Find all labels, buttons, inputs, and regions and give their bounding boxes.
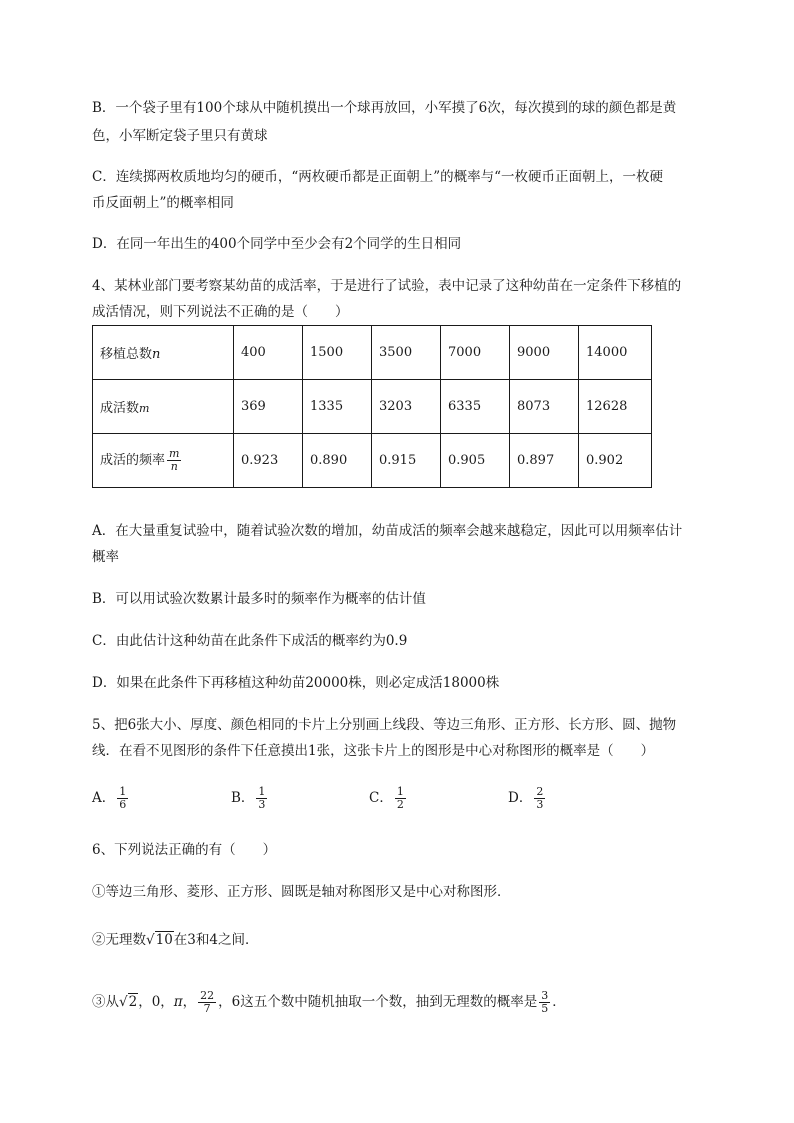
table-cell: 9000 [510,326,579,380]
table-cell: 369 [234,380,303,434]
table-cell: 14000 [579,326,652,380]
q3-option-d: D．在同一年出生的400个同学中至少会有2个同学的生日相同 [92,236,462,252]
table-row-label: 移植总数n [93,326,234,380]
q5-stem-line1: 5、把6张大小、厚度、颜色相同的卡片上分别画上线段、等边三角形、正方形、长方形、圆、抛物 [92,717,677,733]
q4-stem-line1: 4、某林业部门要考察某幼苗的成活率，于是进行了试验，表中记录了这种幼苗在一定条件下移植的 [92,278,682,294]
table-cell: 3203 [372,380,441,434]
q6-statement-1: ①等边三角形、菱形、正方形、圆既是轴对称图形又是中心对称图形． [92,884,511,900]
q4-option-a-line2: 概率 [92,549,119,565]
table-row [93,326,652,380]
table-cell: 0.923 [234,434,303,488]
table-cell: 7000 [441,326,510,380]
q4-option-d: D．如果在此条件下再移植这种幼苗20000株，则必定成活18000株 [92,675,500,691]
table-cell: 0.905 [441,434,510,488]
fraction-3-over-5: $\frac{3}{5}$ [541,989,549,1015]
table-cell: 3500 [372,326,441,380]
q5-option-c: C． $\frac{1}{2}$ [369,785,404,811]
q6-statement-2: ②无理数√10在3和4之间． [92,932,259,948]
q3-option-b-line2: 色，小军断定袋子里只有黄球 [92,128,268,144]
q3-option-b-line1: B．一个袋子里有100个球从中随机摸出一个球再放回，小军摸了6次，每次摸到的球的颜色都是黄 [92,100,677,116]
table-row-label: 成活数m [93,380,234,434]
table-cell: 1500 [303,326,372,380]
q4-option-b: B．可以用试验次数累计最多时的频率作为概率的估计值 [92,591,426,607]
q4-option-c: C．由此估计这种幼苗在此条件下成活的概率约为0.9 [92,633,408,649]
q5-option-d: D． $\frac{2}{3}$ [508,785,544,811]
q4-stem-line2: 成活情况，则下列说法不正确的是（ ） [92,304,349,320]
table-cell: 8073 [510,380,579,434]
table-cell: 0.915 [372,434,441,488]
sqrt-2: √2 [119,994,138,1010]
table-row [93,380,652,434]
q3-option-c-line2: 币反面朝上”的概率相同 [92,195,234,211]
fraction-m-over-n: $\frac{m}{n}$ [169,447,180,473]
sqrt-10: √10 [146,932,173,948]
q4-option-a-line1: A．在大量重复试验中，随着试验次数的增加，幼苗成活的频率会越来越稳定，因此可以用频率估计 [92,523,683,539]
table-row [93,434,652,488]
q5-option-a: A． $\frac{1}{6}$ [92,785,127,811]
table-cell: 400 [234,326,303,380]
table-row-label: 成活的频率 $\frac{m}{n}$ [93,434,234,488]
q3-option-c-line1: C．连续掷两枚质地均匀的硬币，“两枚硬币都是正面朝上”的概率与“一枚硬币正面朝上，一枚硬 [92,169,664,185]
q6-statement-3: ③从√2，0，π， $\frac{22}{7}$ ，6这五个数中随机抽取一个数，抽到无理数的概率是 $\frac{3}{5}$ ． [92,989,566,1015]
transplant-data-table [92,325,652,488]
table-cell: 0.890 [303,434,372,488]
q5-option-b: B． $\frac{1}{3}$ [231,785,266,811]
table-cell: 6335 [441,380,510,434]
table-cell: 12628 [579,380,652,434]
table-cell: 0.902 [579,434,652,488]
table-cell: 1335 [303,380,372,434]
q5-stem-line2: 线．在看不见图形的条件下任意摸出1张，这张卡片上的图形是中心对称图形的概率是（ ） [92,743,655,759]
fraction-22-over-7: $\frac{22}{7}$ [200,989,215,1015]
table-cell: 0.897 [510,434,579,488]
q6-stem: 6、下列说法正确的有（ ） [92,842,277,858]
